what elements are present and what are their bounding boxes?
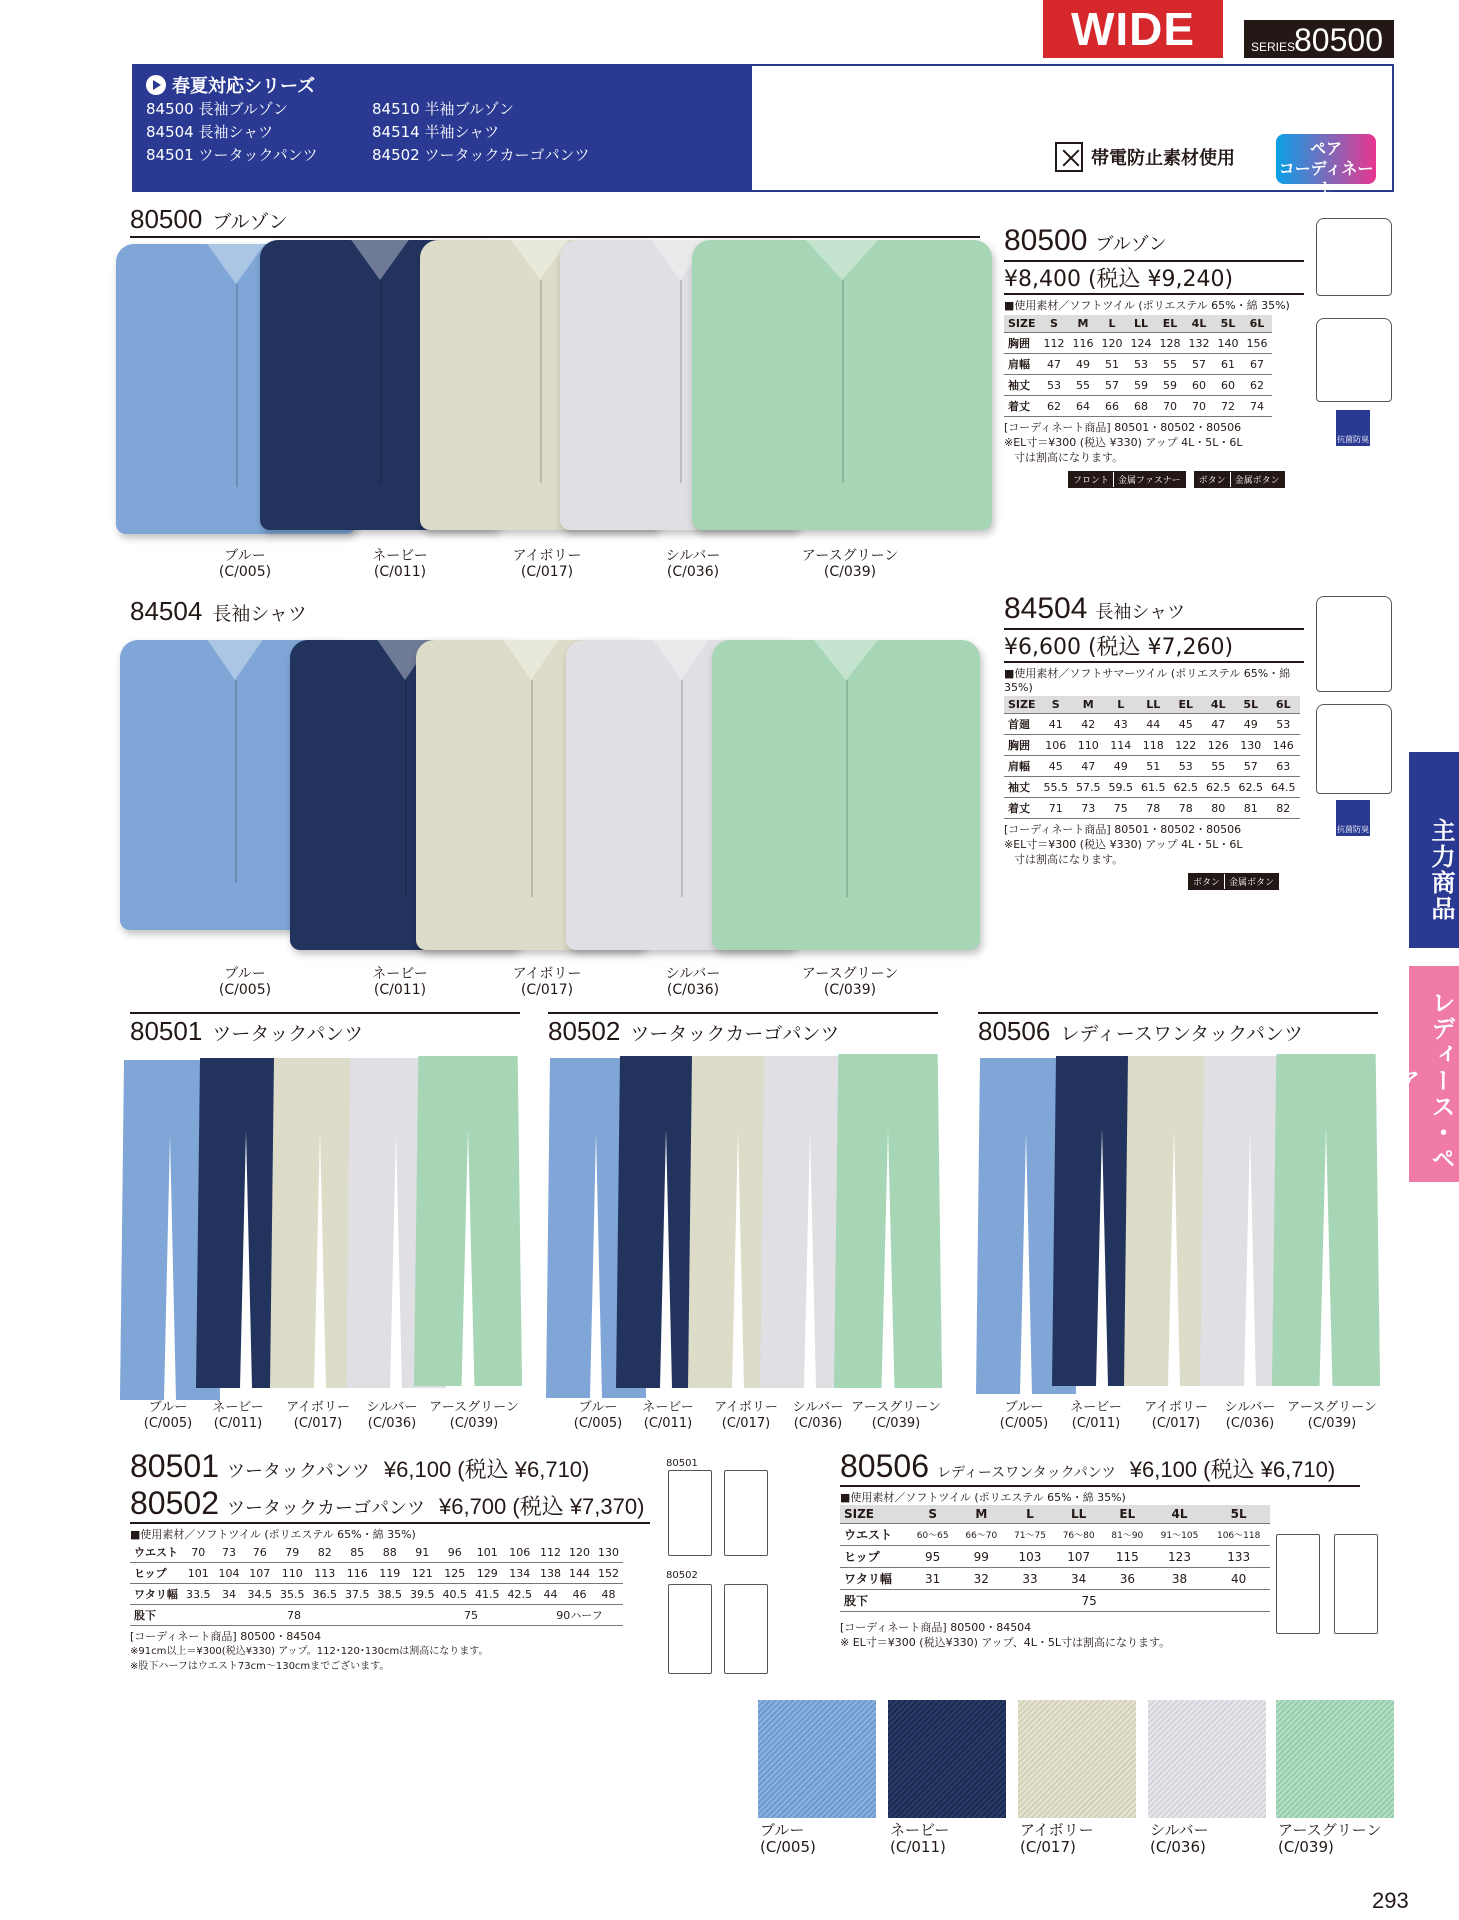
table-row: 胸囲 106 110 114 118 122 126 130 146 [1004, 735, 1300, 756]
antistatic-icon [1055, 142, 1083, 172]
swatch-label: アースグリーン (C/039) [1278, 1821, 1382, 1856]
color-label: シルバー (C/036) [366, 1400, 418, 1431]
button-tag: ボタン 金属ボタン [1188, 873, 1279, 890]
color-label: アイボリー (C/017) [512, 966, 582, 998]
color-label: アースグリーン (C/039) [801, 548, 899, 580]
spring-item: 84501 ツータックパンツ [146, 146, 318, 164]
price: ¥6,600 (税込 ¥7,260) [1004, 635, 1234, 660]
color-label: ブルー (C/005) [218, 548, 272, 580]
antibacterial-icon: 抗菌防臭 [1336, 800, 1370, 836]
spec-title: 80506 レディースワンタックパンツ ¥6,100 (税込 ¥6,710) [840, 1448, 1336, 1484]
table-row: 股下 78 75 90ハーフ [130, 1605, 623, 1626]
spec-block-80500 [1004, 224, 1304, 488]
coordinate-note: [コーディネート商品] 80500・84504 [840, 1621, 1032, 1634]
color-label: アイボリー (C/017) [714, 1400, 778, 1431]
color-label: アースグリーン (C/039) [801, 966, 899, 998]
divider [978, 1012, 1378, 1014]
table-row: ワタリ幅 31 32 33 34 36 38 40 [840, 1568, 1270, 1590]
play-icon [146, 75, 166, 95]
pants-80501-front-sketch [668, 1470, 712, 1556]
size-table: SIZE S M L LL EL 4L 5L ウエスト 60～65 66～70 71～75 76～80 81～90 91～105 106～118 ヒップ 95 99 103 107 115 123 133 ワタリ幅 31 32 33 34 36 38 40 股下 75 [840, 1505, 1270, 1612]
color-label: アースグリーン (C/039) [1287, 1400, 1377, 1431]
table-row: 袖丈 55.5 57.5 59.5 61.5 62.5 62.5 62.5 64.5 [1004, 777, 1300, 798]
shirt-front-sketch [1316, 596, 1392, 692]
size-table: SIZE S M L LL EL 4L 5L 6L 胸囲 112 116 120 124 128 132 140 156 肩幅 47 49 51 53 55 57 61 67 袖丈 53 55 57 59 59 60 60 62 着丈 62 64 66 68 70 70 72 74 [1004, 315, 1272, 417]
swatch-label: シルバー (C/036) [1150, 1821, 1209, 1856]
spring-item: 84504 長袖シャツ [146, 123, 274, 141]
coordinate-note: [コーディネート商品] 80500・84504 [130, 1630, 322, 1643]
spring-item: 84514 半袖シャツ [372, 123, 500, 141]
spring-summer-list-right [372, 98, 590, 167]
spec-block-80501-80502 [130, 1448, 650, 1674]
antibacterial-icon: 抗菌防臭 [1336, 410, 1370, 446]
note: ※EL寸＝¥300 (税込 ¥330) アップ 4L・5L・6L [1004, 838, 1243, 851]
material: ■使用素材／ソフトツイル (ポリエステル 65%・綿 35%) [130, 1528, 416, 1541]
sketch-label: 80502 [666, 1570, 698, 1581]
color-label: シルバー (C/036) [1224, 1400, 1276, 1431]
blouson-back-sketch [1316, 318, 1392, 402]
table-row: 股下 75 [840, 1590, 1270, 1612]
color-label: シルバー (C/036) [665, 966, 721, 998]
spring-summer-title-text: 春夏対応シリーズ [172, 76, 316, 97]
spring-summer-list-left [146, 98, 318, 167]
wide-badge: WIDE [1043, 0, 1223, 58]
coordinate-note: [コーディネート商品] 80501・80502・80506 [1004, 823, 1242, 836]
section-title-80501: 80501 ツータックパンツ [130, 1016, 364, 1046]
table-row: ワタリ幅 33.5 34 34.5 35.5 36.5 37.5 38.5 39.5 40.5 41.5 42.5 44 46 48 [130, 1584, 623, 1605]
table-row: ヒップ 101 104 107 110 113 116 119 121 125 129 134 138 144 152 [130, 1563, 623, 1584]
note: ※ EL寸＝¥300 (税込¥330) アップ、4L・5L寸は割高になります。 [840, 1636, 1171, 1649]
table-row: 袖丈 53 55 57 59 59 60 60 62 [1004, 375, 1272, 396]
material: ■使用素材／ソフトサマーツイル (ポリエステル 65%・綿 35%) [1004, 667, 1291, 694]
color-label: ブルー (C/005) [573, 1400, 623, 1431]
series-number: 80500 [1294, 22, 1383, 58]
color-label: ブルー (C/005) [143, 1400, 193, 1431]
pants-80501-back-sketch [724, 1470, 768, 1556]
product-code: 80500 [130, 204, 203, 234]
material: ■使用素材／ソフトツイル (ポリエステル 65%・綿 35%) [1004, 299, 1290, 312]
section-title-80500 [130, 204, 288, 235]
size-table [130, 1542, 623, 1626]
swatch-blue [758, 1700, 876, 1818]
table-row: 肩幅 45 47 49 51 53 55 57 63 [1004, 756, 1300, 777]
antistatic-badge [1055, 142, 1235, 172]
pants-80502-green [834, 1054, 942, 1388]
color-label: アースグリーン (C/039) [851, 1400, 941, 1431]
table-row: ウエスト 60～65 66～70 71～75 76～80 81～90 91～105 106～118 [840, 1524, 1270, 1546]
color-label: ブルー (C/005) [218, 966, 272, 998]
product-name: ブルゾン [212, 211, 288, 233]
sketch-label: 80501 [666, 1458, 698, 1469]
divider [130, 236, 980, 238]
pants-80506-back-sketch [1334, 1534, 1378, 1634]
button-tag: ボタン 金属ボタン [1194, 471, 1285, 488]
spec-title: 84504 長袖シャツ [1004, 592, 1186, 625]
divider [548, 1012, 938, 1014]
swatch-navy [888, 1700, 1006, 1818]
color-label: アイボリー (C/017) [1144, 1400, 1208, 1431]
section-title-84504: 84504 長袖シャツ [130, 596, 307, 626]
color-label: アースグリーン (C/039) [429, 1400, 519, 1431]
color-label: シルバー (C/036) [792, 1400, 844, 1431]
swatch-label: ブルー (C/005) [760, 1821, 816, 1856]
blouson-green [692, 240, 992, 530]
pants-80506-green [1272, 1054, 1380, 1386]
price: ¥8,400 (税込 ¥9,240) [1004, 267, 1234, 292]
table-row: 胸囲 112 116 120 124 128 132 140 156 [1004, 333, 1272, 354]
color-label: シルバー (C/036) [665, 548, 721, 580]
swatch-ivory [1018, 1700, 1136, 1818]
swatch-silver [1148, 1700, 1266, 1818]
pants-80502-front-sketch [668, 1584, 712, 1674]
antistatic-text: 帯電防止素材使用 [1091, 148, 1235, 169]
divider [130, 1012, 520, 1014]
series-prefix: SERIES [1251, 40, 1296, 54]
table-row: ウエスト 70 73 76 79 82 85 88 91 96 101 106 112 120 130 [130, 1542, 623, 1563]
series-badge [1244, 20, 1394, 58]
color-label: アイボリー (C/017) [512, 548, 582, 580]
note: ※91cm以上＝¥300(税込¥330) アップ。112･120･130cmは割高になります。 [130, 1646, 489, 1657]
color-label: ネービー (C/011) [372, 548, 428, 580]
pants-80501-green [414, 1056, 522, 1386]
page-number: 293 [1372, 1888, 1409, 1913]
shirt-back-sketch [1316, 704, 1392, 794]
material: ■使用素材／ソフトツイル (ポリエステル 65%・綿 35%) [840, 1491, 1126, 1504]
blouson-front-sketch [1316, 218, 1392, 296]
note: 寸は割高になります。 [1014, 853, 1124, 866]
pants-80502-back-sketch [724, 1584, 768, 1674]
spring-item: 84500 長袖ブルゾン [146, 100, 288, 118]
note: ※股下ハーフはウエスト73cm～130cmまでございます。 [130, 1661, 390, 1672]
pants-80506-front-sketch [1276, 1534, 1320, 1634]
size-table: SIZE S M L LL EL 4L 5L 6L 首廻 41 42 43 44 45 47 49 53 胸囲 106 110 114 118 122 126 130 146 肩幅 45 47 49 51 53 55 57 63 袖丈 55.5 57.5 59.5 61.5 62.5 62.5 62.5 64.5 着丈 71 73 75 78 78 80 81 82 [1004, 696, 1300, 819]
spring-summer-box [132, 64, 752, 192]
pair-coordinate-badge [1276, 134, 1376, 198]
note: ※EL寸＝¥300 (税込 ¥330) アップ 4L・5L・6L [1004, 436, 1243, 449]
section-title-80506: 80506 レディースワンタックパンツ [978, 1016, 1303, 1046]
spring-summer-title [146, 72, 315, 98]
shirt-green [712, 640, 980, 950]
table-row: 肩幅 47 49 51 53 55 57 61 67 [1004, 354, 1272, 375]
color-label: ネービー (C/011) [212, 1400, 264, 1431]
spec-title-80502: 80502 ツータックカーゴパンツ ¥6,700 (税込 ¥7,370) [130, 1485, 645, 1521]
swatch-label: アイボリー (C/017) [1020, 1821, 1094, 1856]
color-label: ネービー (C/011) [1070, 1400, 1122, 1431]
side-tab-main: 主力商品 [1409, 752, 1459, 948]
section-title-80502: 80502 ツータックカーゴパンツ [548, 1016, 840, 1046]
spec-title: 80500 ブルゾン [1004, 224, 1167, 257]
table-row: 着丈 62 64 66 68 70 70 72 74 [1004, 396, 1272, 417]
spec-title-80501: 80501 ツータックパンツ ¥6,100 (税込 ¥6,710) [130, 1448, 590, 1484]
front-tag: フロント 金属ファスナー [1068, 471, 1186, 488]
table-row: ヒップ 95 99 103 107 115 123 133 [840, 1546, 1270, 1568]
swatch-label: ネービー (C/011) [890, 1821, 950, 1856]
spring-item: 84502 ツータックカーゴパンツ [372, 146, 590, 164]
table-row: 首廻 41 42 43 44 45 47 49 53 [1004, 714, 1300, 735]
color-label: アイボリー (C/017) [286, 1400, 350, 1431]
table-row: 着丈 71 73 75 78 78 80 81 82 [1004, 798, 1300, 819]
color-label: ネービー (C/011) [372, 966, 428, 998]
pair-text: ペア [1309, 139, 1342, 158]
color-label: ブルー (C/005) [999, 1400, 1049, 1431]
spring-item: 84510 半袖ブルゾン [372, 100, 514, 118]
note: 寸は割高になります。 [1014, 451, 1124, 464]
spec-block-84504 [1004, 592, 1304, 890]
side-tab-ladies: レディース・ペア [1409, 966, 1459, 1182]
coordinate-note: [コーディネート商品] 80501・80502・80506 [1004, 421, 1242, 434]
color-label: ネービー (C/011) [642, 1400, 694, 1431]
coordinate-text: コーディネート [1278, 159, 1374, 198]
swatch-green [1276, 1700, 1394, 1818]
